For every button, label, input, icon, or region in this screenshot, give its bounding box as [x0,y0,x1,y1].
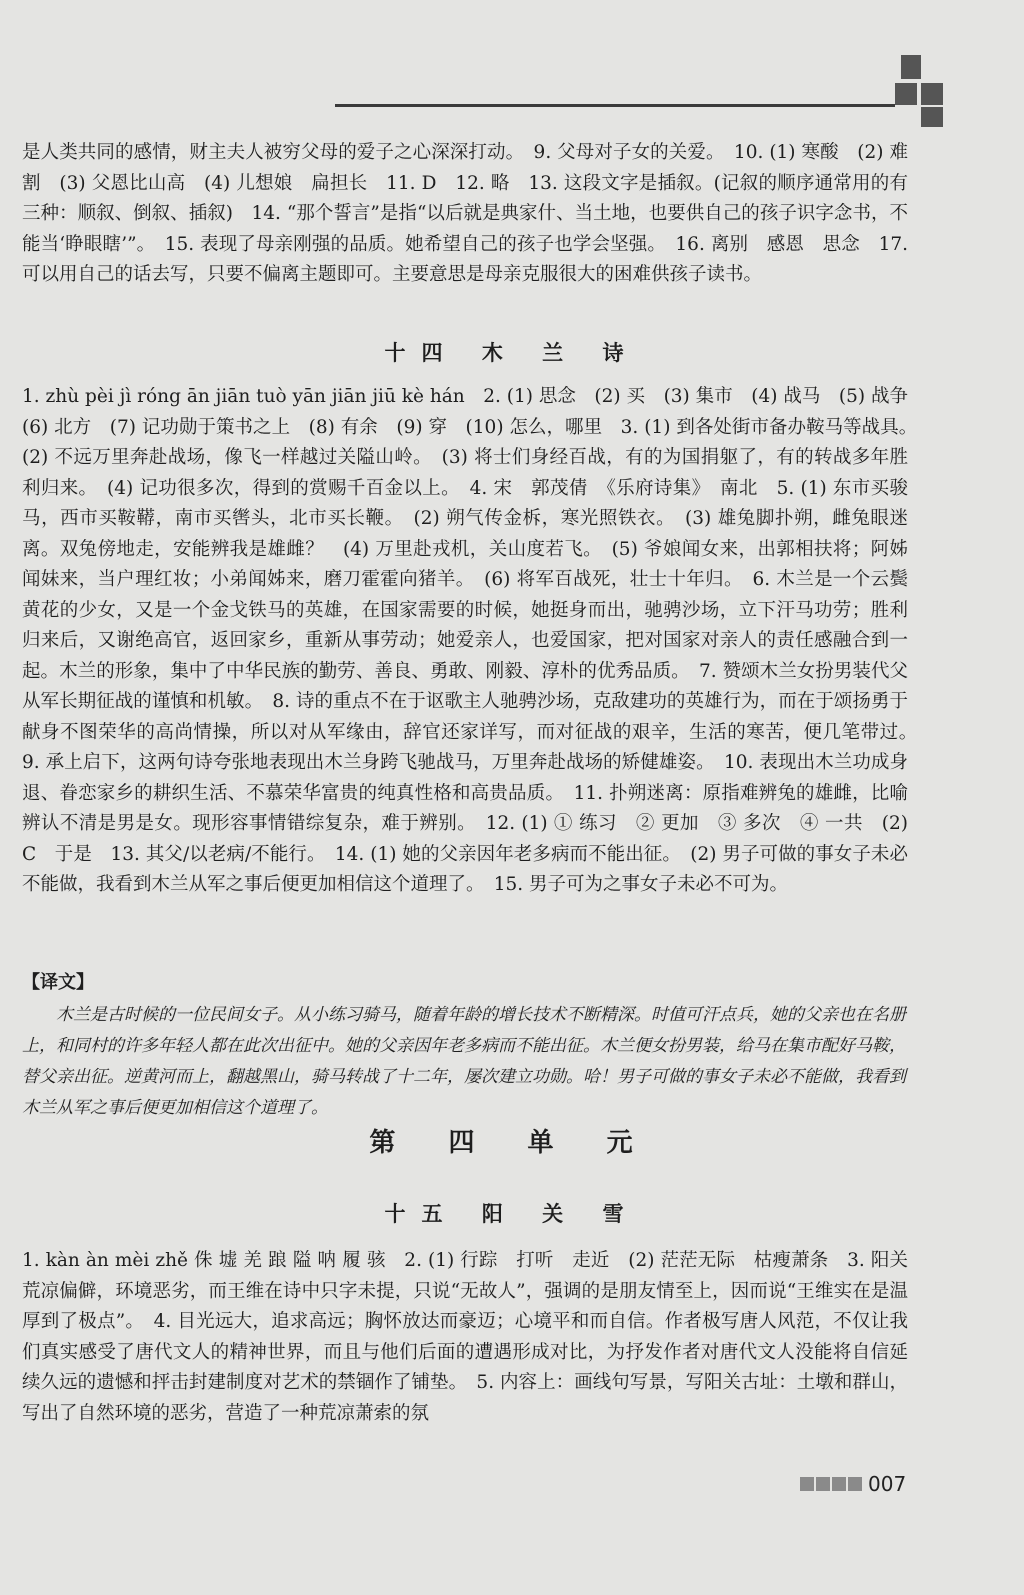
section-14-title: 十四 木 兰 诗 [384,341,640,365]
translation-text: 木兰是古时候的一位民间女子。从小练习骑马，随着年龄的增长技术不断精深。时值可汗点兵，她的父亲也在名册上，和同村的许多年轻人都在此次出征中。她的父亲因年老多病而不能出征。木兰便女扮男装，给马在集市配好马鞍，替父亲出征。逆黄河而上，翻越黑山，骑马转战了十二年，屡次建立功勋。哈！男子可做的事女子未必不能做，我看到木兰从军之事后便更加相信这个道理了。 [22,1005,906,1118]
section-15-answers: 1. kàn àn mèi zhě 侏 墟 羌 踉 隘 呐 履 骇 2. (1) 行踪 打听 走近 (2) 茫茫无际 枯瘦萧条 3. 阳关荒凉偏僻，环境恶劣，而王维在诗中只字未提，只说“无故人”，强调的是朋友情至上，因而说“王维实在是温厚到了极点”。 4. 目光远大，追求高远；胸怀放达而豪迈；心境平和而自信。作者极写唐人风范，不仅让我们真实感受了唐代文人的精神世界，而且与他们后面的遭遇形成对比，为抒发作者对唐代文人没能将自信延续久远的遗憾和抨击封建制度对艺术的禁锢作了铺垫。 5. 内容上：画线句写景，写阳关古址：土墩和群山，写出了自然环境的恶劣，营造了一种荒凉萧索的氛 [22,1250,908,1424]
corner-decoration [895,55,947,127]
section-15-title: 十五 阳 关 雪 [384,1202,640,1226]
header-rule [335,104,895,107]
top-answers: 是人类共同的感情，财主夫人被穷父母的爱子之心深深打动。 9. 父母对子女的关爱。 10. (1) 寒酸 (2) 难割 (3) 父恩比山高 (4) 儿想娘 扁担长 11. D 12. 略 13. 这段文字是插叙。(记叙的顺序通常用的有三种：顺叙、倒叙、插叙) 14. “那个誓言”是指“以后就是典家什、当土地，也要供自己的孩子识字念书，不能当‘睁眼瞎’”。 15. 表现了母亲刚强的品质。她希望自己的孩子也学会坚强。 16. 离别 感恩 思念 17. 可以用自己的话去写，只要不偏离主题即可。主要意思是母亲克服很大的困难供孩子读书。 [22,142,908,285]
unit-title: 第 四 单 元 [369,1128,655,1158]
page-number-text: 007 [868,1472,907,1496]
page-number [800,1470,906,1498]
translation-label: 【译文】 [22,972,94,993]
section-14-answers: 1. zhù pèi jì róng ān jiān tuò yān jiān jiū kè hán 2. (1) 思念 (2) 买 (3) 集市 (4) 战马 (5) 战争 (6) 北方 (7) 记功勋于策书之上 (8) 有余 (9) 穿 (10) 怎么，哪里 3. (1) 到各处街市备办鞍马等战具。 (2) 不远万里奔赴战场，像飞一样越过关隘山岭。 (3) 将士们身经百战，有的为国捐躯了，有的转战多年胜利归来。 (4) 记功很多次，得到的赏赐千百金以上。 4. 宋 郭茂倩 《乐府诗集》 南北 5. (1) 东市买骏马，西市买鞍鞯，南市买辔头，北市买长鞭。 (2) 朔气传金柝，寒光照铁衣。 (3) 雄兔脚扑朔，雌兔眼迷离。双兔傍地走，安能辨我是雄雌？ (4) 万里赴戎机，关山度若飞。 (5) 爷娘闻女来，出郭相扶将；阿姊闻妹来，当户理红妆；小弟闻姊来，磨刀霍霍向猪羊。 (6) 将军百战死，壮士十年归。 6. 木兰是一个云鬓黄花的少女，又是一个金戈铁马的英雄，在国家需要的时候，她挺身而出，驰骋沙场，立下汗马功劳；胜利归来后，又谢绝高官，返回家乡，重新从事劳动；她爱亲人，也爱国家，把对国家对亲人的责任感融合到一起。木兰的形象，集中了中华民族的勤劳、善良、勇敢、刚毅、淳朴的优秀品质。 7. 赞颂木兰女扮男装代父从军长期征战的谨慎和机敏。 8. 诗的重点不在于讴歌主人驰骋沙场，克敌建功的英雄行为，而在于颂扬勇于献身不图荣华的高尚情操，所以对从军缘由，辞官还家详写，而对征战的艰辛，生活的寒苦，便几笔带过。 9. 承上启下，这两句诗夸张地表现出木兰身跨飞驰战马，万里奔赴战场的矫健雄姿。 10. 表现出木兰功成身退、眷恋家乡的耕织生活、不慕荣华富贵的纯真性格和高贵品质。 11. 扑朔迷离：原指难辨兔的雄雌，比喻辨认不清是男是女。现形容事情错综复杂，难于辨别。 12. (1) ① 练习 ② 更加 ③ 多次 ④ 一共 (2) C 于是 13. 其父/以老病/不能行。 14. (1) 她的父亲因年老多病而不能出征。 (2) 男子可做的事女子未必不能做，我看到木兰从军之事后便更加相信这个道理了。 15. 男子可为之事女子未必不可为。 [22,386,927,895]
